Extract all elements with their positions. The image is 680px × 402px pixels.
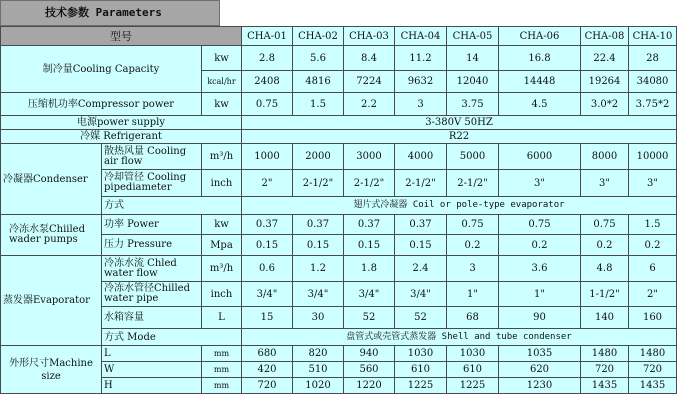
value-cell: 52 — [395, 307, 447, 329]
value-cell: 3/4" — [395, 282, 447, 307]
value-cell: 3.75 — [447, 93, 499, 116]
sheet-title: 技术参数 Parameters — [0, 0, 220, 26]
value-cell: 1" — [499, 282, 581, 307]
value-cell: 3" — [629, 170, 677, 197]
water-pipe-label: 冷冻水管径Chilled water pipe — [102, 282, 202, 307]
value-cell: 0.6 — [242, 256, 293, 282]
table-row — [1, 378, 677, 394]
value-cell: 1230 — [499, 378, 581, 394]
unit-cell: mm — [202, 378, 242, 394]
value-cell: 1225 — [395, 378, 447, 394]
model-cell: CHA-10 — [629, 27, 677, 46]
value-cell: 90 — [499, 307, 581, 329]
value-cell: 2" — [629, 282, 677, 307]
unit-cell: inch — [202, 170, 242, 197]
cooling-capacity-label: 制冷量Cooling Capacity — [1, 46, 202, 93]
parameters-table — [0, 26, 677, 394]
water-flow-label: 冷冻水流 Chled water flow — [102, 256, 202, 282]
value-cell: 0.15 — [395, 235, 447, 256]
pump-pressure-label: 压力 Pressure — [102, 235, 202, 256]
value-cell: 3.6 — [499, 256, 581, 282]
unit-cell: inch — [202, 282, 242, 307]
value-cell: 0.75 — [499, 215, 581, 235]
value-cell: 680 — [242, 346, 293, 362]
table-row — [1, 46, 677, 71]
value-cell: 0.2 — [581, 235, 629, 256]
value-cell: 3 — [395, 93, 447, 116]
value-cell: 19264 — [581, 71, 629, 93]
value-cell: 5.6 — [293, 46, 344, 71]
value-cell: 0.2 — [447, 235, 499, 256]
value-cell: 610 — [447, 362, 499, 378]
model-cell: CHA-01 — [242, 27, 293, 46]
dim-l-label: L — [102, 346, 202, 362]
value-cell: 14448 — [499, 71, 581, 93]
evaporator-label: 蒸发器Evaporator — [1, 256, 102, 346]
value-cell: 9632 — [395, 71, 447, 93]
value-cell: 4000 — [395, 144, 447, 170]
value-cell: 2408 — [242, 71, 293, 93]
value-cell: 720 — [242, 378, 293, 394]
value-cell: 1020 — [293, 378, 344, 394]
value-cell: 820 — [293, 346, 344, 362]
value-cell: 1-1/2" — [581, 282, 629, 307]
table-row — [1, 170, 677, 197]
table-row — [1, 235, 677, 256]
unit-cell: kw — [202, 215, 242, 235]
value-cell: 0.15 — [242, 235, 293, 256]
value-cell: 1480 — [629, 346, 677, 362]
value-cell: 620 — [499, 362, 581, 378]
table-row — [1, 116, 677, 130]
value-cell: 940 — [344, 346, 395, 362]
value-cell: 30 — [293, 307, 344, 329]
header-row — [1, 27, 677, 46]
value-cell: 2.4 — [395, 256, 447, 282]
value-cell: 0.2 — [499, 235, 581, 256]
value-cell: 510 — [293, 362, 344, 378]
value-cell: 0.75 — [242, 93, 293, 116]
dim-w-label: W — [102, 362, 202, 378]
refrigerant-value: R22 — [242, 130, 677, 144]
value-cell: 8000 — [581, 144, 629, 170]
model-cell: CHA-08 — [581, 27, 629, 46]
value-cell: 560 — [344, 362, 395, 378]
value-cell: 3/4" — [293, 282, 344, 307]
value-cell: 14 — [447, 46, 499, 71]
value-cell: 2000 — [293, 144, 344, 170]
unit-cell: Mpa — [202, 235, 242, 256]
pump-power-label: 功率 Power — [102, 215, 202, 235]
value-cell: 1.5 — [629, 215, 677, 235]
value-cell: 5000 — [447, 144, 499, 170]
value-cell: 52 — [344, 307, 395, 329]
air-flow-label: 散热风量 Cooling air flow — [102, 144, 202, 170]
value-cell: 2-1/2" — [344, 170, 395, 197]
evaporator-mode-value: 盘管式或壳管式蒸发器 Shell and tube condenser — [242, 329, 677, 346]
value-cell: 4.5 — [499, 93, 581, 116]
value-cell: 1.5 — [293, 93, 344, 116]
value-cell: 6 — [629, 256, 677, 282]
compressor-label: 压缩机功率Compressor power — [1, 93, 202, 116]
value-cell: 3.75*2 — [629, 93, 677, 116]
pumps-label: 冷冻水泵Chiiled wader pumps — [1, 215, 102, 256]
refrigerant-label: 冷媒 Refrigerant — [1, 130, 242, 144]
value-cell: 2-1/2" — [447, 170, 499, 197]
model-cell: CHA-04 — [395, 27, 447, 46]
value-cell: 8.4 — [344, 46, 395, 71]
table-row — [1, 256, 677, 282]
power-supply-value: 3-380V 50HZ — [242, 116, 677, 130]
table-row — [1, 215, 677, 235]
table-row — [1, 362, 677, 378]
value-cell: 1.8 — [344, 256, 395, 282]
tank-capacity-label: 水箱容量 — [102, 307, 202, 329]
value-cell: 160 — [629, 307, 677, 329]
value-cell: 0.37 — [293, 215, 344, 235]
value-cell: 0.2 — [629, 235, 677, 256]
value-cell: 0.37 — [242, 215, 293, 235]
value-cell: 140 — [581, 307, 629, 329]
value-cell: 3" — [499, 170, 581, 197]
unit-cell: mm — [202, 346, 242, 362]
value-cell: 4816 — [293, 71, 344, 93]
value-cell: 2.2 — [344, 93, 395, 116]
value-cell: 420 — [242, 362, 293, 378]
condenser-mode-value: 翅片式冷凝器 Coil or pole-type evaporator — [242, 197, 677, 215]
pipe-diameter-label: 冷却管径 Cooling pipediameter — [102, 170, 202, 197]
value-cell: 3 — [447, 256, 499, 282]
value-cell: 2" — [242, 170, 293, 197]
value-cell: 3/4" — [242, 282, 293, 307]
unit-cell: kw — [202, 93, 242, 116]
unit-cell: m³/h — [202, 144, 242, 170]
value-cell: 0.75 — [581, 215, 629, 235]
table-row — [1, 329, 677, 346]
unit-cell: L — [202, 307, 242, 329]
value-cell: 22.4 — [581, 46, 629, 71]
model-header: 型号 — [1, 27, 242, 46]
table-row — [1, 130, 677, 144]
value-cell: 720 — [581, 362, 629, 378]
value-cell: 1435 — [629, 378, 677, 394]
value-cell: 15 — [242, 307, 293, 329]
table-row — [1, 144, 677, 170]
value-cell: 3000 — [344, 144, 395, 170]
table-row — [1, 307, 677, 329]
value-cell: 1035 — [499, 346, 581, 362]
evaporator-mode-label: 方式 Mode — [102, 329, 242, 346]
condenser-mode-label: 方式 — [102, 197, 242, 215]
value-cell: 3/4" — [344, 282, 395, 307]
value-cell: 1030 — [447, 346, 499, 362]
value-cell: 4.8 — [581, 256, 629, 282]
value-cell: 28 — [629, 46, 677, 71]
value-cell: 16.8 — [499, 46, 581, 71]
value-cell: 1480 — [581, 346, 629, 362]
value-cell: 34080 — [629, 71, 677, 93]
value-cell: 3.0*2 — [581, 93, 629, 116]
value-cell: 2-1/2" — [293, 170, 344, 197]
value-cell: 12040 — [447, 71, 499, 93]
unit-cell: kcal/hr — [202, 71, 242, 93]
value-cell: 7224 — [344, 71, 395, 93]
condenser-label: 冷凝器Condenser — [1, 144, 102, 215]
dim-h-label: H — [102, 378, 202, 394]
value-cell: 1.2 — [293, 256, 344, 282]
value-cell: 1000 — [242, 144, 293, 170]
value-cell: 1030 — [395, 346, 447, 362]
value-cell: 0.15 — [344, 235, 395, 256]
machine-size-label: 外形尺寸Machine size — [1, 346, 102, 394]
table-row — [1, 346, 677, 362]
value-cell: 720 — [629, 362, 677, 378]
table-row — [1, 197, 677, 215]
model-cell: CHA-05 — [447, 27, 499, 46]
unit-cell: m³/h — [202, 256, 242, 282]
model-cell: CHA-02 — [293, 27, 344, 46]
value-cell: 0.37 — [344, 215, 395, 235]
value-cell: 0.37 — [395, 215, 447, 235]
value-cell: 2.8 — [242, 46, 293, 71]
unit-cell: kw — [202, 46, 242, 71]
value-cell: 1220 — [344, 378, 395, 394]
value-cell: 68 — [447, 307, 499, 329]
value-cell: 0.75 — [447, 215, 499, 235]
value-cell: 11.2 — [395, 46, 447, 71]
table-row — [1, 282, 677, 307]
power-supply-label: 电源power supply — [1, 116, 242, 130]
value-cell: 1" — [447, 282, 499, 307]
value-cell: 1435 — [581, 378, 629, 394]
value-cell: 6000 — [499, 144, 581, 170]
value-cell: 2-1/2" — [395, 170, 447, 197]
table-row — [1, 93, 677, 116]
model-cell: CHA-03 — [344, 27, 395, 46]
value-cell: 1225 — [447, 378, 499, 394]
value-cell: 610 — [395, 362, 447, 378]
model-cell: CHA-06 — [499, 27, 581, 46]
value-cell: 3" — [581, 170, 629, 197]
unit-cell: mm — [202, 362, 242, 378]
value-cell: 10000 — [629, 144, 677, 170]
value-cell: 0.15 — [293, 235, 344, 256]
